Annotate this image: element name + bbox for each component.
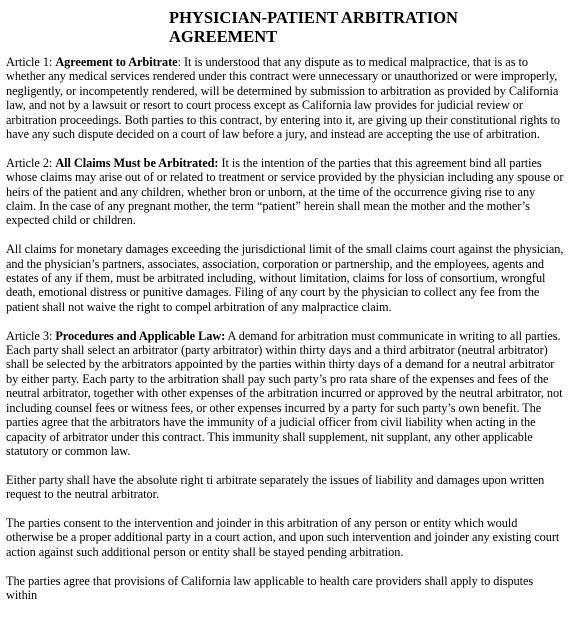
article-1-heading: Agreement to Arbitrate (55, 55, 178, 69)
article-3-heading: Procedures and Applicable Law: (55, 328, 226, 343)
title-line-1: PHYSICIAN-PATIENT ARBITRATION (169, 8, 458, 27)
document-title (169, 8, 499, 46)
article-2-prefix: Article 2: (6, 155, 56, 170)
article-3-paragraph (6, 329, 567, 459)
article-1-paragraph (6, 55, 567, 141)
provisions-paragraph: The parties agree that provisions of California law applicable to health care providers shall apply to disputes within (6, 573, 534, 602)
article-3-prefix: Article 3: (6, 328, 56, 343)
article-1-text: : It is understood that any dispute as to medical malpractice, that is as to whether any medical services rendered under this contract were unnecessary or unauthorized or were improperly, negligently, or incompetently rendered, will be determined by submission to arbitration as provided by California law, and not by a lawsuit or resort to court process except as California law provides for judicial review or arbitration proceedings. Both parties to this contract, by entering into it, are giving up their constitutional rights to have any such dispute decided on a court of law before a jury, and instead are accepting the use of arbitration. (6, 55, 561, 142)
title-line-2: AGREEMENT (169, 27, 278, 46)
consent-paragraph: The parties consent to the intervention and joinder in this arbitration of any person or entity which would otherwise be a proper additional party in a court action, and upon such intervention and joinder any existing court action against such additional person or entity shall be stayed pending arbitration. (6, 515, 560, 559)
claims-paragraph: All claims for monetary damages exceeding the jurisdictional limit of the small claims court against the physician, and the physician’s partners, associates, association, corporation or partnership, and the employees, agents and estates of any if them, must be arbitrated including, without limitation, claims for loss of consortium, wrongful death, emotional distress or punitive damages. Filing of any court by the physician to collect any fee from the patient shall not waive the right to compel arbitration of any malpractice claim. (6, 242, 564, 314)
separate-arbitration-paragraph: Either party shall have the absolute right ti arbitrate separately the issues of liability and damages upon written request to the neutral arbitrator. (6, 472, 545, 502)
article-2-heading: All Claims Must be Arbitrated: (55, 155, 219, 170)
article-1-prefix: Article 1: (6, 55, 56, 69)
article-2-text: It is the intention of the parties that this agreement bind all parties whose claims may arise out of or related to treatment or service provided by the physician including any spouse or heirs of the patient and any children, whether bron or unborn, at the time of the occurrence giving rise to any claim. In the case of any pregnant mother, the term “patient” herein shall mean the mother and the mother’s expected child or children. (6, 155, 564, 228)
document-page (6, 8, 567, 617)
article-3-text: A demand for arbitration must communicate in writing to all parties. Each party shall select an arbitrator (party arbitrator) within thirty days and a third arbitrator (neutral arbitrator) shall be selected by the arbitrators appointed by the parties within thirty days of a demand for a neutral arbitrator by either party. Each party to the arbitration shall pay such party’s pro rata share of the expenses and fees of the neutral arbitrator, together with other expenses of the arbitration incurred or approved by the neutral arbitrator, not including counsel fees or witness fees, or other expenses incurred by a party for such party’s own benefit. The parties agree that the arbitrators have the immunity of a judicial officer from civil liability when acting in the capacity of arbitrator under this contract. This immunity shall supplement, nit supplant, any other applicable statutory or common law. (6, 328, 563, 458)
article-2-paragraph (6, 156, 567, 228)
